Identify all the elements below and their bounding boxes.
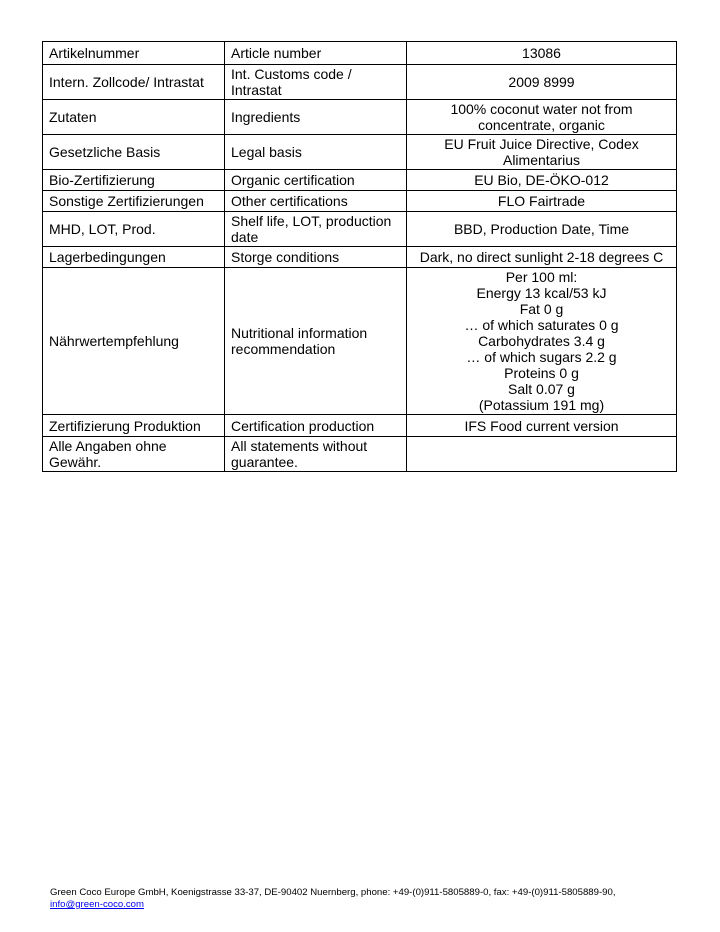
label-en: Storge conditions [225,247,407,268]
table-row-certification-production [43,415,677,437]
value-cell: Dark, no direct sunlight 2-18 degrees C [407,247,677,268]
value-cell: EU Fruit Juice Directive, Codex Alimentarius [407,135,677,170]
value-cell: EU Bio, DE-ÖKO-012 [407,170,677,191]
label-en-line: recommendation [231,341,336,357]
nutrition-line: Salt 0.07 g [508,381,575,397]
label-en: Other certifications [225,191,407,212]
footer-address: Green Coco Europe GmbH, Koenigstrasse 33-37, DE-90402 Nuernberg, phone: +49-(0)911-5805889-0, fax: +49-(0)911-5805889-90, [50,887,616,898]
nutrition-line: Energy 13 kcal/53 kJ [476,285,607,301]
label-en: All statements without guarantee. [225,437,407,472]
table-row-customs-code [43,65,677,100]
label-de: Zutaten [43,100,225,135]
label-de: Alle Angaben ohne Gewähr. [43,437,225,472]
label-de: Bio-Zertifizierung [43,170,225,191]
value-cell: 100% coconut water not from concentrate, organic [407,100,677,135]
label-de: Sonstige Zertifizierungen [43,191,225,212]
table-row-shelf-life [43,212,677,247]
label-en: Legal basis [225,135,407,170]
nutrition-line: Per 100 ml: [505,269,578,285]
table-row-article-number [43,42,677,65]
product-spec-table [42,41,677,472]
value-cell: IFS Food current version [407,415,677,437]
label-de: Intern. Zollcode/ Intrastat [43,65,225,100]
nutrition-values-cell [407,268,677,415]
nutrition-line: … of which saturates 0 g [464,317,619,333]
company-footer [50,887,670,911]
label-en: Organic certification [225,170,407,191]
value-cell: 2009 8999 [407,65,677,100]
value-cell: FLO Fairtrade [407,191,677,212]
nutrition-line: (Potassium 191 mg) [478,397,605,413]
footer-email-link[interactable]: info@green-coco.com [50,899,144,910]
label-en: Ingredients [225,100,407,135]
value-cell: BBD, Production Date, Time [407,212,677,247]
label-en: Int. Customs code / Intrastat [225,65,407,100]
nutrition-line: Fat 0 g [519,301,564,317]
label-en: Article number [225,42,407,65]
nutrition-line: … of which sugars 2.2 g [466,349,617,365]
table-row-ingredients [43,100,677,135]
label-de: Gesetzliche Basis [43,135,225,170]
nutrition-line: Carbohydrates 3.4 g [478,333,605,349]
table-row-disclaimer [43,437,677,472]
label-en-line: Nutritional information [231,325,368,341]
table-row-nutrition [43,268,677,415]
label-de: Lagerbedingungen [43,247,225,268]
label-de: Artikelnummer [43,42,225,65]
table-row-organic-certification [43,170,677,191]
label-en [225,268,407,415]
value-cell: 13086 [407,42,677,65]
label-de: Zertifizierung Produktion [43,415,225,437]
table-row-storage [43,247,677,268]
value-cell [407,437,677,472]
label-de: MHD, LOT, Prod. [43,212,225,247]
table-row-other-certifications [43,191,677,212]
table-row-legal-basis [43,135,677,170]
label-de: Nährwertempfehlung [43,268,225,415]
label-en: Certification production [225,415,407,437]
label-en: Shelf life, LOT, production date [225,212,407,247]
nutrition-line: Proteins 0 g [504,365,579,381]
